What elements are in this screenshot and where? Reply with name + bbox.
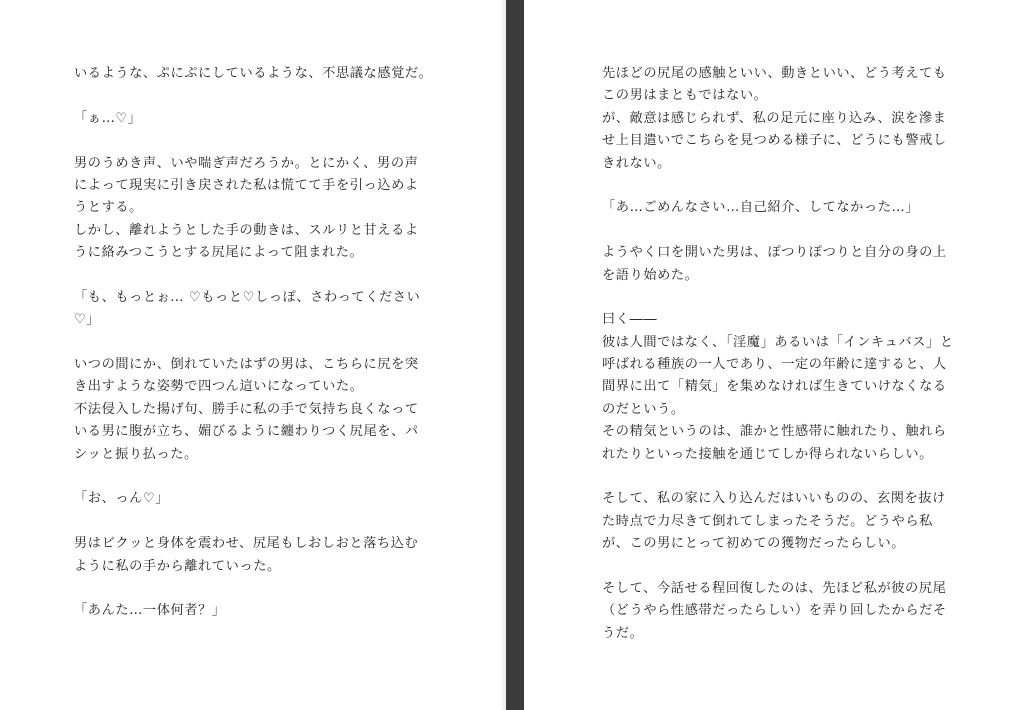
text-line: シッと振り払った。	[74, 446, 198, 462]
text-line: （どうやら性感帯だったらしい）を弄り回したからだそ	[602, 603, 947, 619]
paragraph-break	[74, 85, 434, 107]
paragraph-break	[602, 287, 964, 309]
right-page	[524, 0, 1024, 710]
text-line: うに絡みつこうとする尻尾によって阻まれた。	[74, 245, 364, 261]
paragraph-break	[74, 578, 434, 600]
paragraph-break	[74, 265, 434, 287]
left-page	[0, 0, 506, 710]
text-line: ように私の手から離れていった。	[74, 558, 281, 574]
text-line: 曰く――	[602, 312, 658, 328]
text-line: 「お、っん♡」	[74, 491, 170, 507]
paragraph-break	[74, 332, 434, 354]
text-line: ようやく口を開いた男は、ぽつりぽつりと自分の身の上	[602, 245, 947, 261]
text-line: 彼は人間ではなく、「淫魔」あるいは「インキュバス」と	[602, 334, 954, 350]
paragraph-break	[602, 220, 964, 242]
paragraph-break	[602, 466, 964, 488]
text-line: 「あ…ごめんなさい…自己紹介、してなかった…」	[602, 200, 920, 216]
text-line: 「ぁ…♡」	[74, 110, 142, 126]
text-line: いつの間にか、倒れていたはずの男は、こちらに尻を突	[74, 357, 419, 373]
text-line: いる男に腹が立ち、媚びるように纏わりつく尻尾を、パ	[74, 424, 419, 440]
text-line: きれない。	[602, 155, 671, 171]
text-line: この男はまともではない。	[602, 88, 768, 104]
text-line: いるような、ぷにぷにしているような、不思議な感覚だ。	[74, 66, 433, 81]
text-line: 呼ばれる種族の一人であり、一定の年齢に達すると、人	[602, 357, 947, 373]
text-line: によって現実に引き戻された私は慌てて手を引っ込めよ	[74, 177, 419, 193]
text-line: を語り始めた。	[602, 267, 699, 283]
page-gutter	[506, 0, 524, 710]
paragraph-break	[74, 130, 434, 152]
text-line: うとする。	[74, 200, 143, 216]
text-line: 不法侵入した揚げ句、勝手に私の手で気持ち良くなって	[74, 401, 419, 417]
text-line: のだという。	[602, 401, 685, 417]
text-line: うだ。	[602, 625, 644, 641]
text-line: そして、今話せる程回復したのは、先ほど私が彼の尻尾	[602, 580, 947, 596]
text-line: が、この男にとって初めての獲物だったらしい。	[602, 536, 906, 552]
paragraph-break	[74, 466, 434, 488]
text-line: その精気というのは、誰かと性感帯に触れたり、触れら	[602, 424, 947, 440]
text-line: 先ほどの尻尾の感触といい、動きといい、どう考えても	[602, 66, 947, 81]
text-line: 「あんた…一体何者？」	[74, 603, 226, 619]
paragraph-break	[74, 511, 434, 533]
text-line: 間界に出て「精気」を集めなければ生きていけなくなる	[602, 379, 947, 395]
text-line: しかし、離れようとした手の動きは、スルリと甘えるよ	[74, 222, 419, 238]
text-line: せ上目遣いでこちらを見つめる様子に、どうにも警戒し	[602, 133, 947, 149]
text-line: 「も、もっとぉ… ♡もっと♡しっぽ、さわってください	[74, 289, 421, 305]
text-line: 男はビクッと身体を震わせ、尻尾もしおしおと落ち込む	[74, 536, 419, 552]
text-line: ♡」	[74, 312, 101, 328]
text-line: き出すような姿勢で四つん這いになっていた。	[74, 379, 364, 395]
text-line: た時点で力尽きて倒れてしまったそうだ。どうやら私	[602, 513, 933, 529]
text-line: れたりといった接触を通じてしか得られないらしい。	[602, 446, 933, 462]
text-line: 男のうめき声、いや喘ぎ声だろうか。とにかく、男の声	[74, 155, 419, 171]
right-page-text	[602, 63, 964, 645]
left-page-text	[74, 63, 434, 623]
paragraph-break	[602, 556, 964, 578]
text-line: が、敵意は感じられず、私の足元に座り込み、涙を滲ま	[602, 110, 947, 126]
text-line: そして、私の家に入り込んだはいいものの、玄関を抜け	[602, 491, 946, 507]
paragraph-break	[602, 175, 964, 197]
